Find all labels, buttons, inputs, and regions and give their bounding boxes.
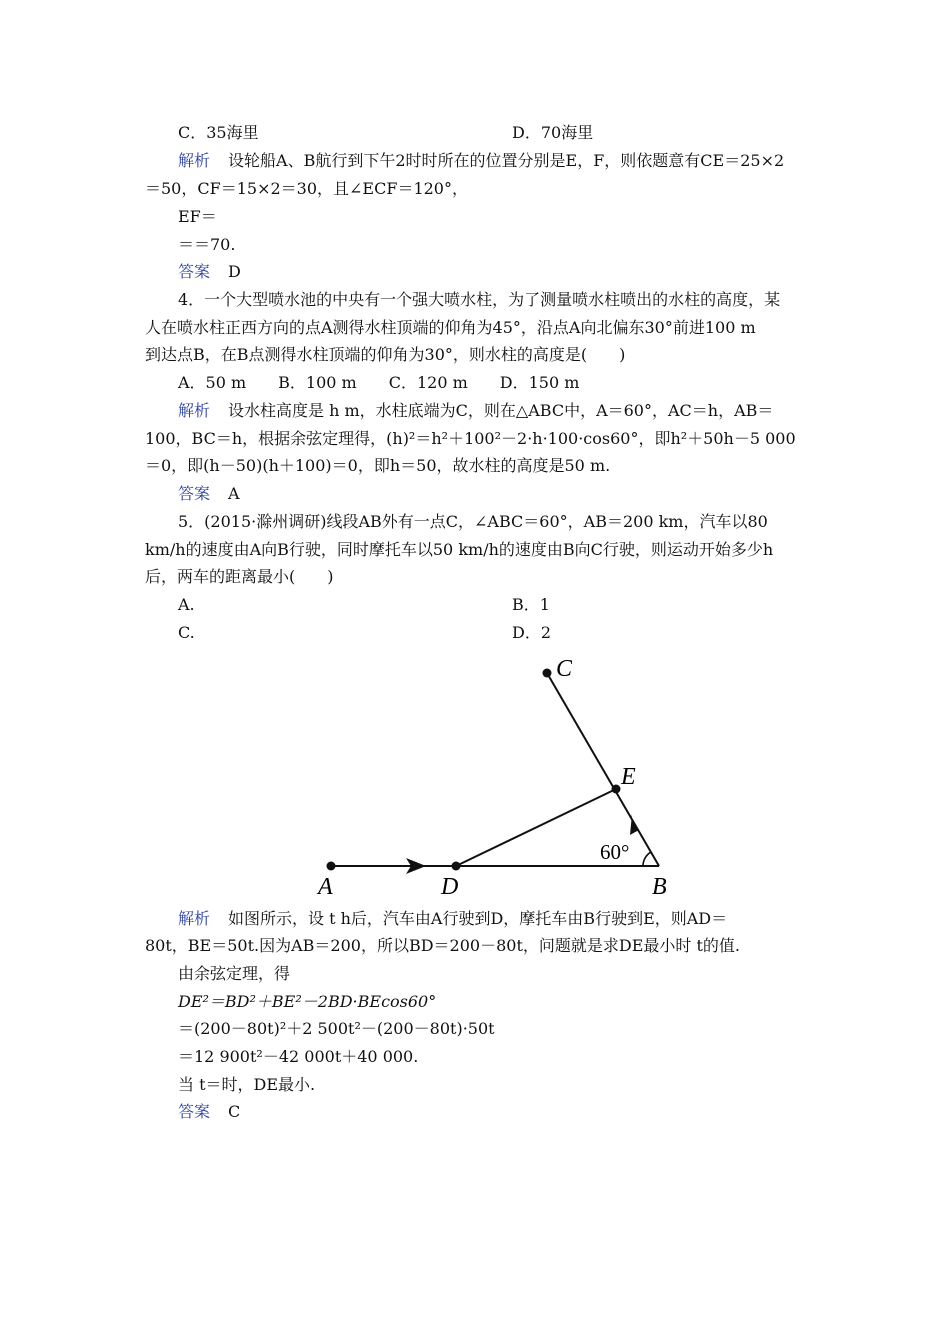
- arrow-motorcycle-icon: [630, 814, 639, 835]
- analysis-label: 解析: [178, 151, 211, 170]
- q4-stem-line-2: 人在喷水柱正西方向的点A测得水柱顶端的仰角为45°，沿点A向北偏东30°前进100 m: [145, 318, 756, 337]
- point-c: [543, 669, 552, 678]
- q5-option-d: D．2: [512, 623, 552, 642]
- q3-analysis-text-1: 设轮船A、B航行到下午2时时所在的位置分别是E，F，则依题意有CE＝25×2: [228, 151, 785, 170]
- q5-stem-line-2: km/h的速度由A向B行驶，同时摩托车以50 km/h的速度由B向C行驶，则运动开始多少h: [145, 540, 774, 559]
- q3-analysis-line-4: ＝＝70.: [178, 235, 236, 254]
- label-e: E: [621, 764, 636, 790]
- segment-de: [456, 789, 616, 866]
- q4-stem-line-1: 4．一个大型喷水池的中央有一个强大喷水柱，为了测量喷水柱喷出的水柱的高度，某: [178, 290, 781, 309]
- q5-stem-line-3: 后，两车的距离最小( ): [145, 567, 334, 586]
- q5-analysis-line-5: ＝(200－80t)²＋2 500t²－(200－80t)·50t: [178, 1019, 495, 1038]
- q3-analysis-line-1: [178, 151, 784, 171]
- q3-option-c: C．35海里: [178, 123, 259, 142]
- q4-answer: A: [228, 484, 240, 503]
- q5-analysis-line-7: 当 t＝时，DE最小.: [178, 1075, 316, 1094]
- angle-label: 60°: [600, 840, 630, 864]
- q5-option-b: B．1: [512, 595, 550, 614]
- answer-label: 答案: [178, 484, 211, 503]
- label-a: A: [318, 874, 333, 900]
- q4-analysis-text-1: 设水柱高度是 h m，水柱底端为C，则在△ABC中，A＝60°，AC＝h，AB＝: [228, 401, 774, 420]
- q4-analysis-line-1: [178, 401, 773, 421]
- q3-analysis-line-2: ＝50，CF＝15×2＝30，且∠ECF＝120°，: [145, 179, 468, 198]
- label-b: B: [652, 874, 667, 900]
- q4-stem-line-3: 到达点B，在B点测得水柱顶端的仰角为30°，则水柱的高度是( ): [145, 345, 626, 364]
- q5-analysis-line-2: 80t，BE＝50t.因为AB＝200，所以BD＝200－80t，问题就是求DE最小时 t的值.: [145, 936, 740, 955]
- label-d: D: [441, 874, 459, 900]
- label-c: C: [556, 656, 573, 682]
- q4-options: A．50 m B．100 m C．120 m D．150 m: [178, 373, 580, 392]
- q3-answer: D: [228, 262, 241, 281]
- point-d: [452, 862, 461, 871]
- q5-analysis-text-1: 如图所示，设 t h后，汽车由A行驶到D，摩托车由B行驶到E，则AD＝: [228, 909, 728, 928]
- segment-bc: [547, 673, 659, 866]
- point-a: [327, 862, 336, 871]
- geometry-figure: [300, 650, 700, 900]
- answer-label: 答案: [178, 1102, 211, 1121]
- q5-analysis-line-4: DE²＝BD²＋BE²－2BD·BEcos60°: [178, 992, 437, 1011]
- analysis-label: 解析: [178, 909, 211, 928]
- q3-analysis-line-3: EF＝: [178, 207, 217, 226]
- q3-option-d: D．70海里: [512, 123, 594, 142]
- analysis-label: 解析: [178, 401, 211, 420]
- q5-answer: C: [228, 1102, 241, 1121]
- angle-arc: [643, 852, 651, 866]
- q5-answer-line: [178, 1102, 240, 1122]
- answer-label: 答案: [178, 262, 211, 281]
- q5-stem-line-1: 5．(2015·滁州调研)线段AB外有一点C，∠ABC＝60°，AB＝200 km，汽车以80: [178, 512, 768, 531]
- q3-answer-line: [178, 262, 241, 282]
- q4-analysis-line-3: ＝0，即(h－50)(h＋100)＝0，即h＝50，故水柱的高度是50 m.: [145, 456, 611, 475]
- point-e: [612, 785, 621, 794]
- q5-analysis-line-3: 由余弦定理，得: [178, 964, 291, 983]
- q5-analysis-line-6: ＝12 900t²－42 000t＋40 000.: [178, 1047, 419, 1066]
- q4-answer-line: [178, 484, 240, 504]
- q5-analysis-line-1: [178, 909, 727, 929]
- q5-option-a: A.: [178, 595, 195, 614]
- q5-option-c: C.: [178, 623, 195, 642]
- q4-analysis-line-2: 100，BC＝h，根据余弦定理得，(h)²＝h²＋100²－2·h·100·cos60°，即h²＋50h－5 000: [145, 429, 796, 448]
